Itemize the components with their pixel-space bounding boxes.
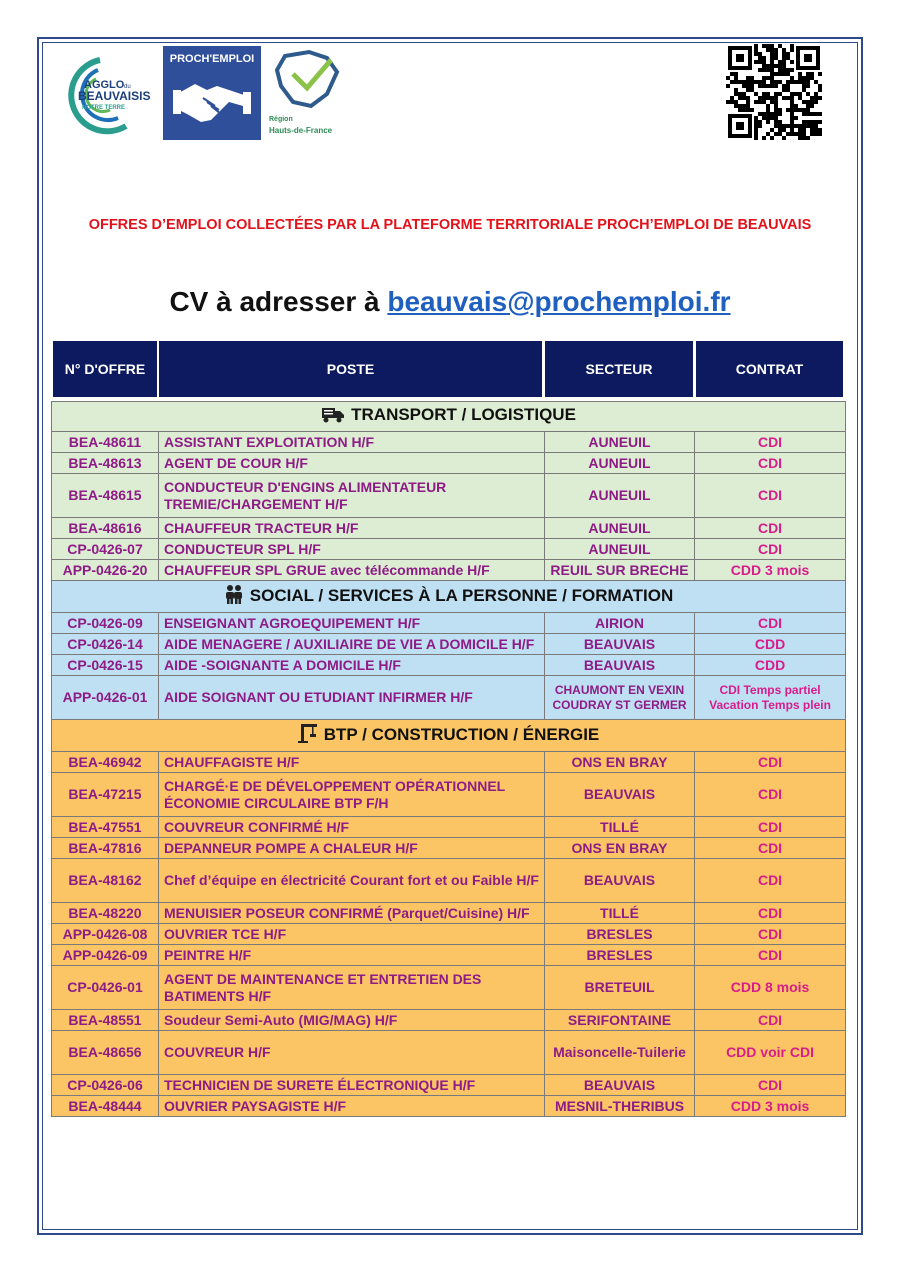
job-contract: CDI [695, 752, 846, 773]
section-title: SOCIAL / SERVICES À LA PERSONNE / FORMATION [249, 586, 674, 606]
header-contrat: CONTRAT [696, 341, 843, 397]
offer-id: CP-0426-15 [52, 655, 159, 676]
handshake-icon [173, 72, 251, 132]
job-location: BRESLES [545, 924, 695, 945]
section-title: TRANSPORT / LOGISTIQUE [351, 405, 576, 424]
job-location: ONS EN BRAY [545, 838, 695, 859]
job-location: AUNEUIL [545, 453, 695, 474]
job-title: COUVREUR H/F [159, 1031, 545, 1075]
job-row [52, 817, 846, 838]
job-contract: CDI [695, 432, 846, 453]
job-row [52, 903, 846, 924]
job-title: DEPANNEUR POMPE A CHALEUR H/F [159, 838, 545, 859]
job-contract: CDD 8 mois [695, 966, 846, 1010]
offer-id: BEA-47816 [52, 838, 159, 859]
job-location: TILLÉ [545, 817, 695, 838]
job-offers-table [51, 401, 846, 1117]
cv-email-link[interactable]: beauvais@prochemploi.fr [387, 286, 731, 317]
job-row [52, 924, 846, 945]
job-location: REUIL SUR BRECHE [545, 560, 695, 581]
job-row [52, 518, 846, 539]
job-contract: CDD [695, 634, 846, 655]
job-title: AIDE -SOIGNANTE A DOMICILE H/F [159, 655, 545, 676]
prochemploi-logo-text: PROCH'EMPLOI [169, 53, 255, 65]
offer-id: BEA-48615 [52, 474, 159, 518]
cv-instruction [40, 286, 860, 318]
job-contract: CDI [695, 613, 846, 634]
region-map-icon [265, 46, 355, 116]
job-row [52, 474, 846, 518]
job-row [52, 1010, 846, 1031]
job-location: AIRION [545, 613, 695, 634]
qr-code[interactable] [726, 44, 822, 140]
job-location: BEAUVAIS [545, 655, 695, 676]
offer-id: BEA-46942 [52, 752, 159, 773]
offer-id: BEA-48613 [52, 453, 159, 474]
job-title: ENSEIGNANT AGROEQUIPEMENT H/F [159, 613, 545, 634]
job-title: CHAUFFEUR SPL GRUE avec télécommande H/F [159, 560, 545, 581]
construction-icon [298, 723, 318, 748]
offer-id: BEA-48444 [52, 1096, 159, 1117]
svg-text:du: du [124, 84, 131, 90]
job-location: BEAUVAIS [545, 773, 695, 817]
job-title: CONDUCTEUR SPL H/F [159, 539, 545, 560]
cv-prefix: CV à adresser à [169, 286, 388, 317]
region-label-1: Région [269, 116, 293, 123]
job-row [52, 966, 846, 1010]
job-location: MESNIL-THERIBUS [545, 1096, 695, 1117]
svg-text:NOTRE TERRE: NOTRE TERRE [82, 105, 126, 111]
job-title: AIDE MENAGERE / AUXILIAIRE DE VIE A DOMICILE H/F [159, 634, 545, 655]
job-location: SERIFONTAINE [545, 1010, 695, 1031]
job-contract: CDD 3 mois [695, 560, 846, 581]
job-row [52, 613, 846, 634]
job-contract: CDI [695, 539, 846, 560]
offer-id: APP-0426-08 [52, 924, 159, 945]
job-row [52, 859, 846, 903]
svg-text:BEAUVAISIS: BEAUVAISIS [78, 89, 151, 103]
job-contract: CDI Temps partiel Vacation Temps plein [695, 676, 846, 720]
offer-id: CP-0426-07 [52, 539, 159, 560]
job-contract: CDI [695, 453, 846, 474]
offer-id: CP-0426-14 [52, 634, 159, 655]
job-location: AUNEUIL [545, 474, 695, 518]
job-row [52, 539, 846, 560]
job-title: AGENT DE COUR H/F [159, 453, 545, 474]
svg-text:AGGLO: AGGLO [84, 79, 125, 91]
job-row [52, 560, 846, 581]
job-row [52, 453, 846, 474]
section-header [52, 402, 846, 432]
job-title: Chef d’équipe en électricité Courant fort et ou Faible H/F [159, 859, 545, 903]
job-row [52, 676, 846, 720]
agglo-beauvaisis-logo [52, 52, 162, 138]
job-row [52, 945, 846, 966]
section-title-cell [52, 402, 846, 432]
job-row [52, 634, 846, 655]
section-title-cell [52, 581, 846, 613]
job-location: AUNEUIL [545, 432, 695, 453]
job-row [52, 773, 846, 817]
job-contract: CDD [695, 655, 846, 676]
job-row [52, 1075, 846, 1096]
job-title: OUVRIER PAYSAGISTE H/F [159, 1096, 545, 1117]
header-secteur: SECTEUR [545, 341, 693, 397]
job-title: CONDUCTEUR D'ENGINS ALIMENTATEUR TREMIE/CHARGEMENT H/F [159, 474, 545, 518]
job-location: BRETEUIL [545, 966, 695, 1010]
job-title: ASSISTANT EXPLOITATION H/F [159, 432, 545, 453]
job-row [52, 752, 846, 773]
job-location: BRESLES [545, 945, 695, 966]
offer-id: BEA-47551 [52, 817, 159, 838]
job-title: PEINTRE H/F [159, 945, 545, 966]
region-label-2: Hauts-de-France [269, 126, 333, 135]
offer-id: APP-0426-20 [52, 560, 159, 581]
job-location: ONS EN BRAY [545, 752, 695, 773]
offer-id: BEA-48656 [52, 1031, 159, 1075]
job-contract: CDI [695, 773, 846, 817]
job-contract: CDI [695, 903, 846, 924]
region-hauts-de-france-logo [265, 46, 355, 140]
offer-id: BEA-48220 [52, 903, 159, 924]
job-row [52, 838, 846, 859]
job-location: AUNEUIL [545, 539, 695, 560]
job-location: BEAUVAIS [545, 1075, 695, 1096]
job-contract: CDI [695, 859, 846, 903]
offer-id: APP-0426-09 [52, 945, 159, 966]
job-location: TILLÉ [545, 903, 695, 924]
job-title: AIDE SOIGNANT OU ETUDIANT INFIRMER H/F [159, 676, 545, 720]
job-contract: CDI [695, 1010, 846, 1031]
job-title: TECHNICIEN DE SURETE ÉLECTRONIQUE H/F [159, 1075, 545, 1096]
job-location: BEAUVAIS [545, 634, 695, 655]
job-title: CHARGÉ·E DE DÉVELOPPEMENT OPÉRATIONNEL ÉCONOMIE CIRCULAIRE BTP F/H [159, 773, 545, 817]
job-row [52, 1096, 846, 1117]
offer-id: BEA-47215 [52, 773, 159, 817]
job-contract: CDI [695, 924, 846, 945]
offer-id: BEA-48162 [52, 859, 159, 903]
job-contract: CDD 3 mois [695, 1096, 846, 1117]
job-title: OUVRIER TCE H/F [159, 924, 545, 945]
job-row [52, 432, 846, 453]
job-row [52, 655, 846, 676]
offer-id: CP-0426-09 [52, 613, 159, 634]
offer-id: CP-0426-01 [52, 966, 159, 1010]
page-headline: OFFRES D’EMPLOI COLLECTÉES PAR LA PLATEFORME TERRITORIALE PROCH’EMPLOI DE BEAUVAIS [88, 217, 812, 233]
job-title: COUVREUR CONFIRMÉ H/F [159, 817, 545, 838]
job-contract: CDD voir CDI [695, 1031, 846, 1075]
people-icon [224, 584, 244, 609]
section-header [52, 720, 846, 752]
offer-id: BEA-48611 [52, 432, 159, 453]
job-location: CHAUMONT EN VEXIN COUDRAY ST GERMER [545, 676, 695, 720]
job-location: Maisoncelle-Tuilerie [545, 1031, 695, 1075]
truck-icon [321, 405, 345, 428]
job-location: AUNEUIL [545, 518, 695, 539]
header-poste: POSTE [159, 341, 542, 397]
job-contract: CDI [695, 838, 846, 859]
job-title: MENUISIER POSEUR CONFIRMÉ (Parquet/Cuisine) H/F [159, 903, 545, 924]
header-offer-id: N° D'OFFRE [53, 341, 157, 397]
job-title: CHAUFFEUR TRACTEUR H/F [159, 518, 545, 539]
offer-id: BEA-48616 [52, 518, 159, 539]
job-location: BEAUVAIS [545, 859, 695, 903]
offer-id: APP-0426-01 [52, 676, 159, 720]
offer-id: CP-0426-06 [52, 1075, 159, 1096]
job-row [52, 1031, 846, 1075]
job-title: AGENT DE MAINTENANCE ET ENTRETIEN DES BATIMENTS H/F [159, 966, 545, 1010]
section-title: BTP / CONSTRUCTION / ÉNERGIE [323, 725, 600, 745]
section-header [52, 581, 846, 613]
job-title: CHAUFFAGISTE H/F [159, 752, 545, 773]
job-contract: CDI [695, 945, 846, 966]
offer-id: BEA-48551 [52, 1010, 159, 1031]
job-contract: CDI [695, 1075, 846, 1096]
job-contract: CDI [695, 474, 846, 518]
job-title: Soudeur Semi-Auto (MIG/MAG) H/F [159, 1010, 545, 1031]
job-contract: CDI [695, 518, 846, 539]
job-contract: CDI [695, 817, 846, 838]
section-title-cell [52, 720, 846, 752]
prochemploi-logo [163, 46, 261, 140]
